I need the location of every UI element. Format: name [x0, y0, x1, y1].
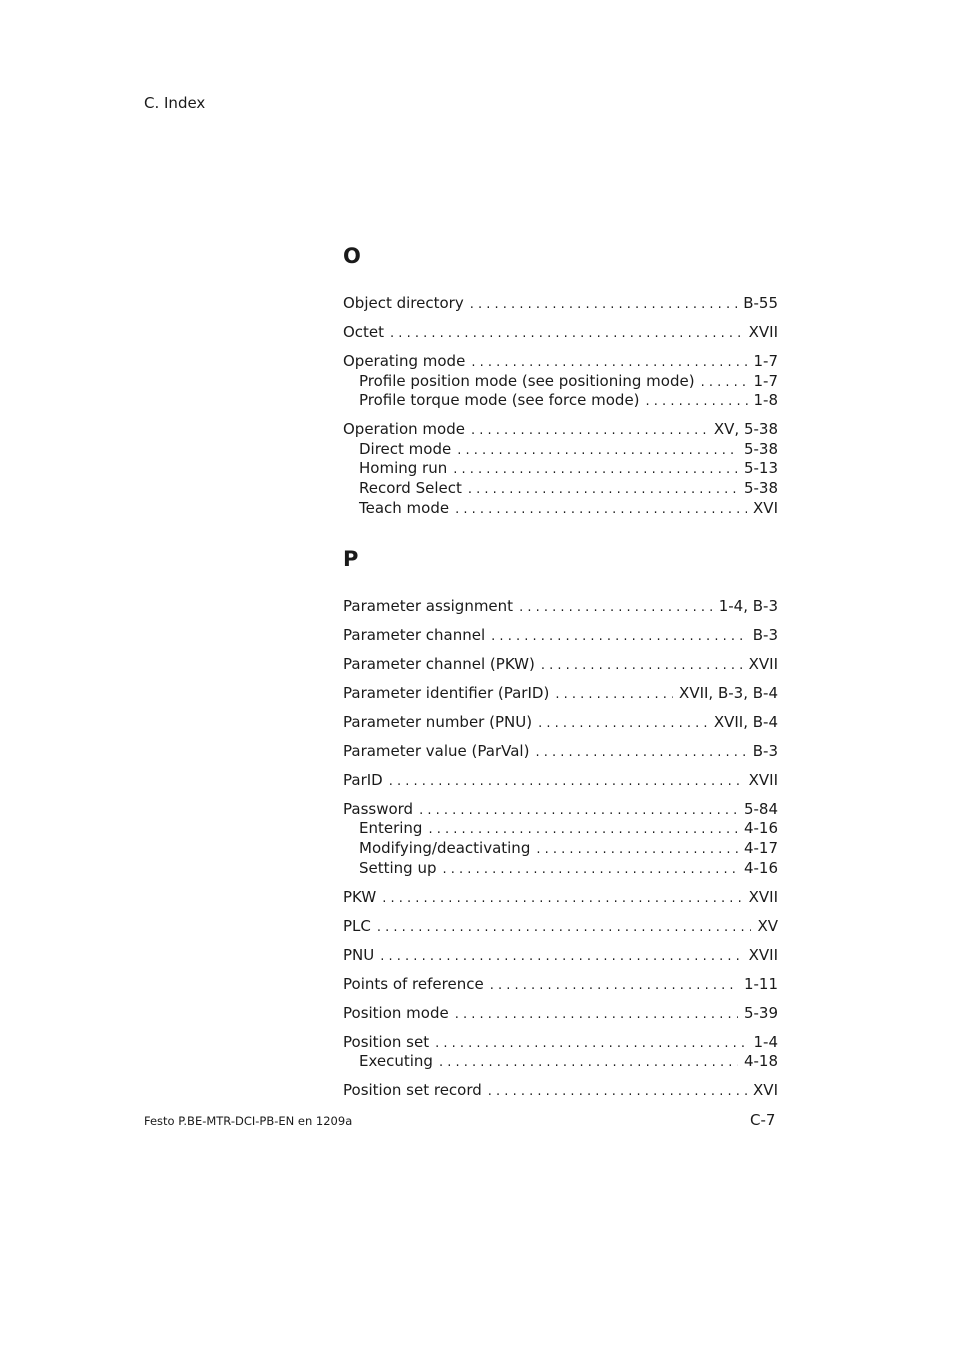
dot-leader — [536, 840, 738, 860]
index-page-ref: 1-7 — [753, 371, 778, 390]
dot-leader — [491, 627, 747, 647]
dot-leader — [470, 295, 737, 315]
index-section-o — [343, 243, 778, 518]
index-term: Points of reference — [343, 974, 484, 993]
index-page-ref: 4-18 — [743, 1052, 778, 1071]
index-entry-group — [343, 420, 778, 518]
dot-leader — [519, 598, 713, 618]
dot-leader — [455, 500, 747, 520]
index-entry — [343, 713, 778, 733]
index-term: Executing — [359, 1052, 433, 1071]
index-term: Position set record — [343, 1081, 482, 1100]
index-term: Direct mode — [359, 439, 452, 458]
index-entry-group — [343, 800, 778, 878]
dot-leader — [439, 1053, 738, 1073]
index-entry-group — [343, 684, 778, 704]
index-entry-group — [343, 626, 778, 646]
index-term: Setting up — [359, 858, 437, 877]
dot-leader — [389, 772, 743, 792]
index-term: Parameter assignment — [343, 597, 514, 615]
index-page-ref: XVI — [753, 1081, 778, 1100]
index-page-ref: 4-16 — [743, 819, 778, 838]
index-term: Position mode — [343, 1003, 449, 1022]
index-entry — [343, 771, 778, 791]
dot-leader — [541, 656, 743, 676]
dot-leader — [382, 889, 742, 909]
index-page-ref: XVII — [748, 322, 778, 341]
index-term: Entering — [359, 819, 423, 838]
index-term: PLC — [343, 916, 371, 935]
index-subentry — [343, 459, 778, 479]
index-term: Parameter value (ParVal) — [343, 741, 530, 760]
index-term: Position set — [343, 1032, 430, 1051]
index-page-ref: XVI — [753, 498, 778, 517]
section-letter: P — [343, 547, 359, 571]
index-entry — [343, 684, 778, 704]
index-entry — [343, 888, 778, 908]
index-page-ref: XVII — [748, 887, 778, 906]
index-subentry — [343, 372, 778, 392]
index-page-ref: 4-16 — [743, 858, 778, 877]
index-term: Operating mode — [343, 351, 466, 370]
index-page-ref: 4-17 — [743, 839, 778, 858]
index-entry-group — [343, 294, 778, 314]
index-subentry — [343, 839, 778, 859]
index-term: Octet — [343, 322, 385, 341]
index-page-ref: 5-39 — [743, 1003, 778, 1022]
index-page-ref: B-55 — [743, 294, 778, 312]
index-entry-group — [343, 917, 778, 937]
index-entry-group — [343, 352, 778, 411]
dot-leader — [377, 918, 752, 938]
index-term: Parameter number (PNU) — [343, 712, 533, 731]
index-page-ref: XVII — [748, 654, 778, 673]
index-entry-group — [343, 323, 778, 343]
dot-leader — [390, 324, 743, 344]
index-page-ref: 1-11 — [743, 974, 778, 993]
footer-page-number: C-7 — [750, 1111, 776, 1129]
index-page-ref: XVII, B-4 — [713, 712, 778, 731]
index-term: Object directory — [343, 294, 464, 312]
index-entry-group — [343, 1081, 778, 1101]
index-page-ref: 1-4 — [753, 1032, 778, 1051]
index-entry — [343, 1081, 778, 1101]
index-entry-group — [343, 1004, 778, 1024]
index-page-ref: XVII — [748, 770, 778, 789]
dot-leader — [468, 480, 738, 500]
dot-leader — [538, 714, 708, 734]
dot-leader — [419, 801, 738, 821]
index-page-ref: 5-38 — [743, 439, 778, 458]
index-entry — [343, 294, 778, 314]
index-term: Teach mode — [359, 498, 450, 517]
index-entry — [343, 655, 778, 675]
index-page-ref: XV, 5-38 — [713, 420, 778, 439]
index-page-ref: B-3 — [752, 625, 778, 644]
index-term: Homing run — [359, 459, 448, 478]
index-entry — [343, 1004, 778, 1024]
index-entry-group — [343, 975, 778, 995]
index-entry — [343, 946, 778, 966]
index-entry-group — [343, 655, 778, 675]
index-term: ParID — [343, 770, 383, 789]
dot-leader — [701, 373, 748, 393]
index-subentry — [343, 1052, 778, 1072]
index-term: Parameter identifier (ParID) — [343, 683, 550, 702]
index-entry-group — [343, 713, 778, 733]
dot-leader — [428, 820, 737, 840]
dot-leader — [471, 353, 747, 373]
index-term: PKW — [343, 887, 377, 906]
index-subentry — [343, 440, 778, 460]
index-entry — [343, 597, 778, 617]
index-entry — [343, 975, 778, 995]
index-page-ref: B-3 — [752, 741, 778, 760]
index-entry-group — [343, 1033, 778, 1072]
index-subentry — [343, 391, 778, 411]
index-section-p — [343, 546, 778, 1101]
index-entry — [343, 917, 778, 937]
index-entry — [343, 800, 778, 820]
section-letter: O — [343, 244, 361, 268]
dot-leader — [488, 1082, 747, 1102]
index-subentry — [343, 499, 778, 519]
index-subentry — [343, 859, 778, 879]
dot-leader — [471, 421, 708, 441]
index-page-ref: XVII, B-3, B-4 — [679, 683, 778, 702]
index-page-ref: 1-4, B-3 — [718, 597, 778, 615]
dot-leader — [455, 1005, 738, 1025]
index-entry — [343, 323, 778, 343]
index-term: Password — [343, 799, 414, 818]
index-term: Record Select — [359, 478, 462, 497]
index-term: Parameter channel (PKW) — [343, 654, 535, 673]
index-term: Operation mode — [343, 420, 465, 439]
index-entry — [343, 742, 778, 762]
index-entry-group — [343, 888, 778, 908]
index-entry — [343, 1033, 778, 1053]
index-page-ref: 5-84 — [743, 799, 778, 818]
index-term: Profile position mode (see positioning mode) — [359, 371, 695, 390]
index-entry — [343, 352, 778, 372]
index-page-ref: 5-13 — [743, 459, 778, 478]
index-term: Modifying/deactivating — [359, 839, 531, 858]
index-term: Profile torque mode (see force mode) — [359, 391, 640, 410]
index-entry-group — [343, 742, 778, 762]
index-term: PNU — [343, 945, 375, 964]
index-subentry — [343, 819, 778, 839]
dot-leader — [435, 1034, 747, 1054]
dot-leader — [380, 947, 742, 967]
dot-leader — [555, 685, 673, 705]
index-term: Parameter channel — [343, 625, 486, 644]
dot-leader — [443, 860, 738, 880]
index-page-ref: 5-38 — [743, 478, 778, 497]
dot-leader — [535, 743, 746, 763]
dot-leader — [646, 392, 748, 412]
index-entry-group — [343, 597, 778, 617]
index-entry — [343, 626, 778, 646]
dot-leader — [457, 441, 738, 461]
index-subentry — [343, 479, 778, 499]
index-page-ref: XVII — [748, 945, 778, 964]
dot-leader — [490, 976, 738, 996]
index-entry — [343, 420, 778, 440]
running-header: C. Index — [144, 94, 206, 112]
index-entry-group — [343, 771, 778, 791]
index-page-ref: XV — [757, 916, 778, 935]
footer-document-id: Festo P.BE-MTR-DCI-PB-EN en 1209a — [144, 1114, 353, 1128]
index-entry-group — [343, 946, 778, 966]
index-page-ref: 1-7 — [753, 351, 778, 370]
index-page-ref: 1-8 — [753, 391, 778, 410]
dot-leader — [453, 460, 738, 480]
